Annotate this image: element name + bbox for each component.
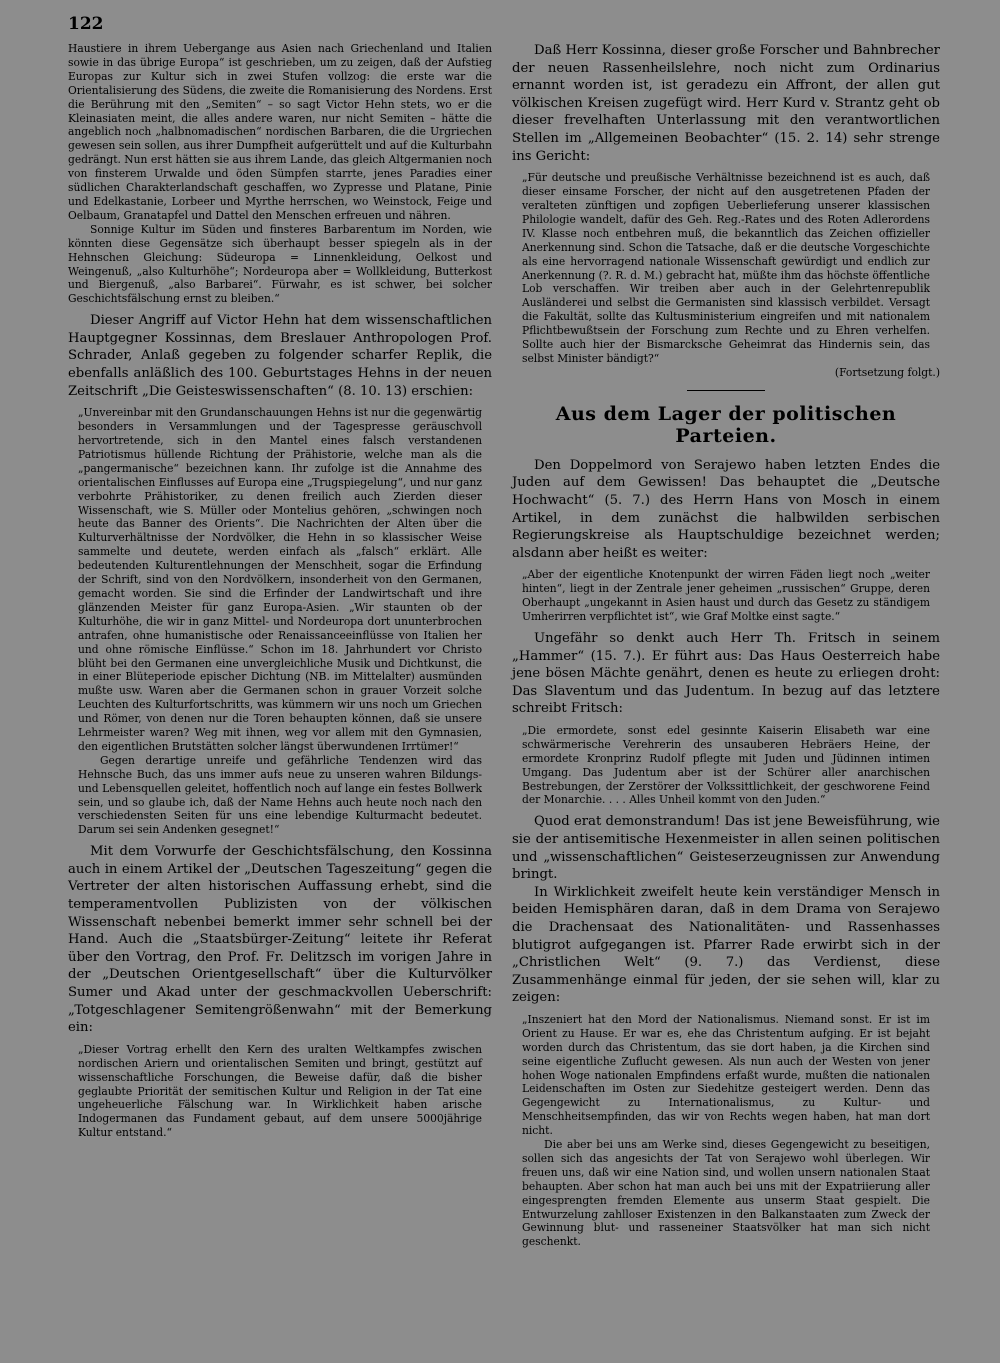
right-paragraph-5: In Wirklichkeit zweifelt heute kein verständiger Mensch in beiden Hemisphären daran, daß in dem Drama von Serajewo die Drachensaat des Nationalitäten- und Rassenhasses blutigrot aufgegangen ist. Pfarrer Rade erwirbt sich in der „Christlichen Welt“ (9. 7.) das Verdienst, diese Zusammenhänge einmal für jeden, der sie sehen will, klar zu zeigen: [512,884,940,1006]
left-column [68,42,492,1140]
section-divider [687,390,765,391]
section-heading: Aus dem Lager der politischen Parteien. [555,402,897,447]
left-paragraph-2: Sonnige Kultur im Süden und finsteres Barbarentum im Norden, wie könnten diese Gegensätze sich überhaupt besser spiegeln als in der Hehnschen Gleichung: Südeuropa = Linnenkleidung, Oelkost und Weingenuß, „also Kulturhöhe“; Nordeuropa aber = Wollkleidung, Butterkost und Biergenuß, „also Barbarei“. Fürwahr, es ist schwer, bei solcher Geschichtsfälschung ernst zu bleiben.“ [68,222,492,306]
right-paragraph-3: Ungefähr so denkt auch Herr Th. Fritsch in seinem „Hammer“ (15. 7.). Er führt aus: Das Haus Oesterreich habe jene bösen Mächte genährt, denen es heute zu erliegen droht: Das Slaventum und das Judentum. In bezug auf das letztere schreibt Fritsch: [512,630,940,717]
left-quote-3: „Dieser Vortrag erhellt den Kern des uralten Weltkampfes zwischen nordischen Ariern und orientalischen Semiten und bringt, gestützt auf wissenschaftliche Forschungen, die Beweise dafür, daß die bisher geglaubte Priorität der semitischen Kultur und Religion in der Tat eine ungeheuerliche Fälschung war. In Wirklichkeit haben arische Indogermanen das Fundament gebaut, auf dem unsere 5000jährige Kultur entstand.“ [78,1042,482,1140]
continuation-note: (Fortsetzung folgt.) [834,365,940,379]
left-quote-2: Gegen derartige unreife und gefährliche Tendenzen wird das Hehnsche Buch, das uns immer aufs neue zu unseren wahren Bildungs- und Lebensquellen geleitet, hoffentlich noch auf lange ein festes Bollwerk sein, und so glaube ich, daß der Name Hehns auch heute noch nach den verschiedensten Seiten für uns eine lebendige Kulturmacht bedeutet. Darum sei sein Andenken gesegnet!“ [78,753,482,837]
right-quote-5: Die aber bei uns am Werke sind, dieses Gegengewicht zu beseitigen, sollen sich das angesichts der Tat von Serajewo wohl überlegen. Wir freuen uns, daß wir eine Nation sind, und wollen unsern nationalen Staat behaupten. Aber schon hat man auch bei uns mit der Expatriierung aller eingesprengten fremden Elemente aus unserm Staat gespielt. Die Entwurzelung zahlloser Existenzen in den Balkanstaaten zum Zweck der Gewinnung blut- und rasseneiner Staatsvölker hat man sich nicht geschenkt. [522,1138,930,1249]
right-quote-1: „Für deutsche und preußische Verhältnisse bezeichnend ist es auch, daß dieser einsame Forscher, der nicht auf den ausgetretenen Pfaden der veralteten zünftigen und zopfigen Ueberlieferung unserer klassischen Philologie wandelt, dafür des Geh. Reg.-Rates und des Roten Adlerordens IV. Klasse noch entbehren muß, die bekanntlich das Zeichen offizieller Anerkennung sind. Schon die Tatsache, daß er die deutsche Vorgeschichte als eine hervorragend nationale Wissenschaft gewürdigt und endlich zur Anerkennung (?. R. d. M.) gebracht hat, müßte ihm das höchste öffentliche Lob verschaffen. Wir treiben aber auch in der Gelehrtenrepublik Ausländerei und selbst die Germanisten sind klassisch verbildet. Versagt die Fakultät, sollte das Kultusministerium eingreifen und mit nationalem Pflichtbewußtsein der Forschung zum Rechte und zu Ehren verhelfen. Sollte auch hier der Bismarcksche Geheimrat das Hindernis sein, das selbst Minister bändigt?“ [522,171,930,365]
left-quote-1: „Unvereinbar mit den Grundanschauungen Hehns ist nur die gegenwärtig besonders in Versammlungen und der Tagespresse geräuschvoll hervortretende, sich in den Mantel eines falsch verstandenen Patriotismus hüllende Richtung der Prähistorie, welche man als die „pangermanische“ bezeichnen kann. Ihr zufolge ist die Annahme des orientalischen Einflusses auf Europa eine „Trugspiegelung“, und nur ganz verbohrte Prähistoriker, zu denen freilich auch Zierden dieser Wissenschaft, wie S. Müller oder Montelius gehören, „schwingen noch heute das Banner des Orients“. Die Nachrichten der Alten über die Kulturverhältnisse der Nordvölker, die Hehn in so klassischer Weise sammelte und deutete, werden einfach als „falsch“ erklärt. Alle bedeutenden Kulturentlehnungen der Menschheit, sogar die Erfindung der Schrift, sind von den Nordvölkern, insonderheit von den Germanen, gemacht worden. Sie sind die Erfinder der Landwirtschaft und ihre glänzenden Meister für ganz Europa-Asien. „Wir staunten ob der Kulturhöhe, die wir in ganz Mittel- und Nordeuropa dort ununterbrochen antrafen, ohne humanistische oder Renaissanceeinflüsse von Italien her und ohne römische Einflüsse.“ Schon im 18. Jahrhundert vor Christo blüht bei den Germanen eine unvergleichliche Musik und Dichtkunst, die in einer Blüteperiode epischer Dichtung (NB. im Mittelalter) ausmünden mußte usw. Waren aber die Germanen schon in grauer Vorzeit solche Leuchten des Kulturfortschritts, was kümmern wir uns noch um Griechen und Römer, von denen nur die Toren behaupten können, daß sie unsere Lehrmeister waren? Weg mit ihnen, weg vor allem mit den Gymnasien, den eigentlichen Brutstätten solcher längst überwundenen Irrtümer!“ [78,406,482,753]
right-quote-4: „Inszeniert hat den Mord der Nationalismus. Niemand sonst. Er ist im Orient zu Hause. Er war es, ehe das Christentum aufging. Er ist bejaht worden durch das Christentum, das sie dort haben, ja die Kirchen sind seine eigentliche Zuflucht gewesen. Als nun auch der Westen von jener hohen Woge nationalen Empfindens erfaßt wurde, mußten die nationalen Leidenschaften im Osten zur Siedehitze gesteigert werden. Denn das Gegengewicht zu Internationalismus, zu Kultur- und Menschheitsempfinden, das wir von Rechts wegen haben, hat man dort nicht. [522,1012,930,1138]
left-paragraph-1: Haustiere in ihrem Uebergange aus Asien nach Griechenland und Italien sowie in das übrige Europa“ ist geschrieben, um zu zeigen, daß der Aufstieg Europas zur Kultur sich in zwei Stufen vollzog: die erste war die Orientalisierung des Südens, die zweite die Romanisierung des Nordens. Erst die Berührung mit den „Semiten“ – so sagt Victor Hehn stets, wo er die Kleinasiaten meint, die alles andere waren, nur nicht Semiten – hätte die angeblich noch „halbnomadischen“ nordischen Barbaren, die die Urgriechen gewesen sein sollen, aus ihrer Dumpfheit aufgerüttelt und auf die Kulturbahn gedrängt. Nun erst hätten sie aus ihrem Lande, das gleich Altgermanien noch von finsterem Urwalde und öden Sümpfen starrte, jenes Paradies einer südlichen Charakterlandschaft geschaffen, wo Zypresse und Platane, Pinie und Edelkastanie, Lorbeer und Myrthe herrschen, wo Weinstock, Feige und Oelbaum, Granatapfel und Dattel den Menschen erfreuen und nähren. [68,42,492,222]
left-paragraph-3: Dieser Angriff auf Victor Hehn hat dem wissenschaftlichen Hauptgegner Kossinnas, dem Breslauer Anthropologen Prof. Schrader, Anlaß gegeben zu folgender scharfer Replik, die ebenfalls anläßlich des 100. Geburtstages Hehns in der neuen Zeitschrift „Die Geisteswissenschaften“ (8. 10. 13) erschien: [68,313,492,399]
left-paragraph-4: Mit dem Vorwurfe der Geschichtsfälschung, den Kossinna auch in einem Artikel der „Deutschen Tageszeitung“ gegen die Vertreter der alten historischen Auffassung erhebt, sind die temperamentvollen Publizisten von der völkischen Wissenschaft nebenbei bemerkt immer sehr schnell bei der Hand. Auch die „Staatsbürger-Zeitung“ leitete ihr Referat über den Vortrag, den Prof. Fr. Delitzsch im vorigen Jahre in der „Deutschen Orientgesellschaft“ über die Kulturvölker Sumer und Akad unter der geschmackvollen Ueberschrift: „Totgeschlagener Semitengrößenwahn“ mit der Bemerkung ein: [68,844,492,1036]
right-quote-3: „Die ermordete, sonst edel gesinnte Kaiserin Elisabeth war eine schwärmerische Verehrerin des unsauberen Hebräers Heine, der ermordete Kronprinz Rudolf pflegte mit Juden und Jüdinnen intimen Umgang. Das Judentum aber ist der Schürer aller anarchischen Bestrebungen, der Zerstörer der Volkssittlichkeit, der geschworene Feind der Monarchie. . . . Alles Unheil kommt von den Juden.“ [522,723,930,807]
right-paragraph-1: Daß Herr Kossinna, dieser große Forscher und Bahnbrecher der neuen Rassenheilslehre, noch nicht zum Ordinarius ernannt worden ist, ist geradezu ein Affront, der allen gut völkischen Kreisen zugefügt wird. Herr Kurd v. Strantz geht ob dieser frevelhaften Unterlassung mit den verantwortlichen Stellen im „Allgemeinen Beobachter“ (15. 2. 14) sehr strenge ins Gericht: [512,43,940,164]
right-paragraph-2: Den Doppelmord von Serajewo haben letzten Endes die Juden auf dem Gewissen! Das behauptet die „Deutsche Hochwacht“ (5. 7.) des Herrn Hans von Mosch in einem Artikel, in dem zunächst die halbwilden serbischen Regierungskreise als Hauptschuldige bezeichnet werden; alsdann aber heißt es weiter: [512,457,940,561]
page-number: 122 [68,14,104,34]
right-column [512,42,940,1249]
right-quote-2: „Aber der eigentliche Knotenpunkt der wirren Fäden liegt noch „weiter hinten“, liegt in der Zentrale jener geheimen „russischen“ Gruppe, deren Oberhaupt „ungekannt in Asien haust und durch das Gesetz zu ständigem Umherirren verpflichtet ist“, wie Graf Moltke einst sagte.“ [522,568,930,624]
right-paragraph-4: Quod erat demonstrandum! Das ist jene Beweisführung, wie sie der antisemitische Hexenmeister in allen seinen politischen und „wissenschaftlichen“ Geisteserzeugnissen zur Anwendung bringt. [512,814,940,883]
